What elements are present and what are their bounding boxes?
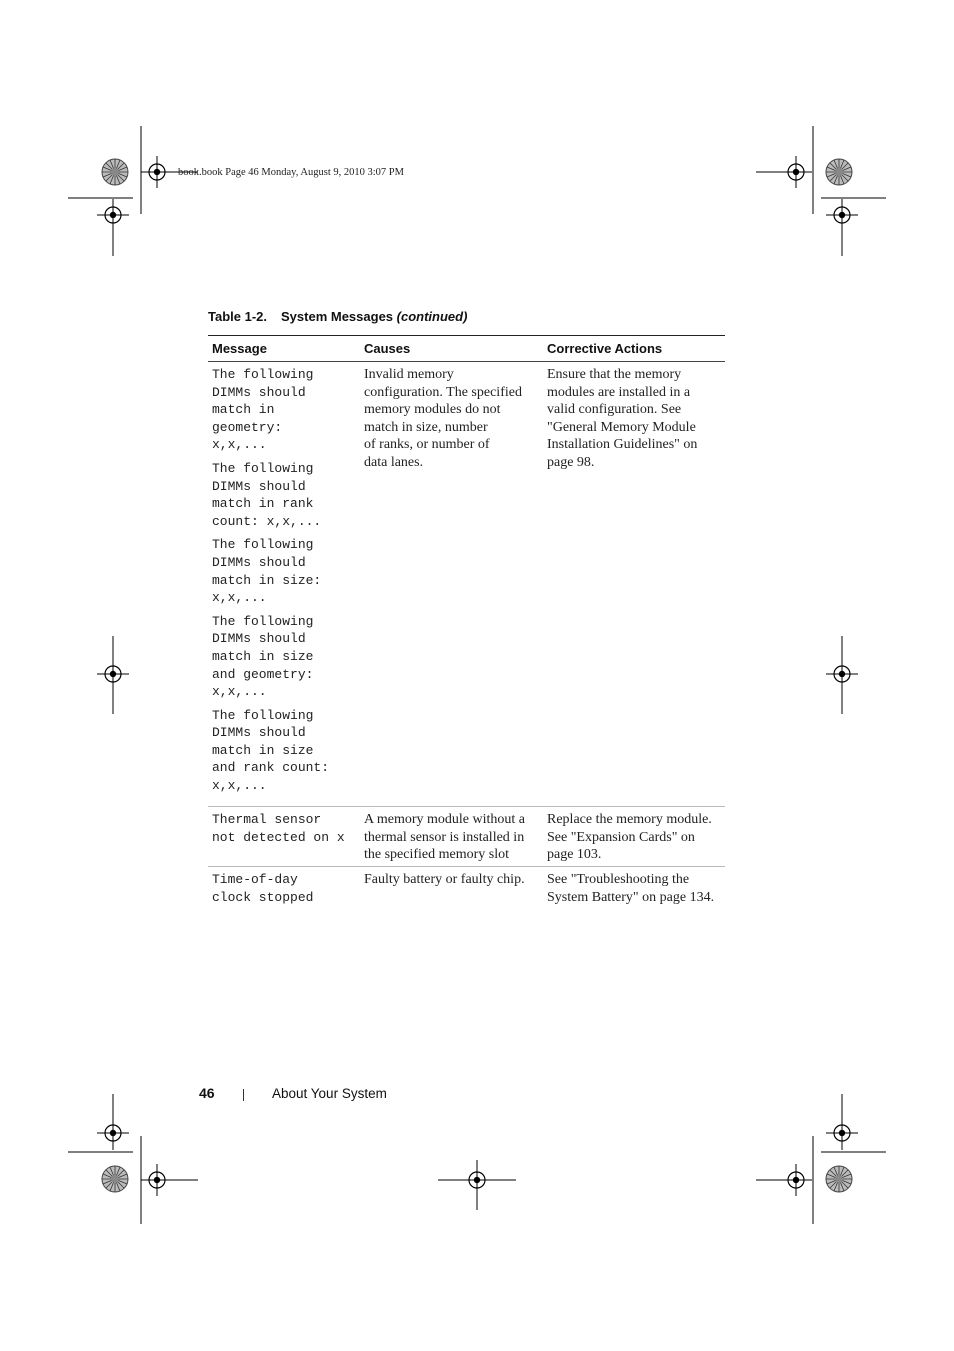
column-header-actions: Corrective Actions	[547, 341, 663, 356]
footer-section-title: About Your System	[272, 1086, 387, 1101]
message-text: The following DIMMs should match in size and geometry: x,x,...	[212, 613, 314, 700]
message-text: The following DIMMs should match in size: x,x,...	[212, 537, 322, 606]
table-row	[208, 807, 725, 866]
system-messages-table	[208, 335, 725, 911]
action-cell: Replace the memory module. See "Expansion Cards" on page 103.	[547, 812, 712, 863]
message-cell: Thermal sensor not detected on x	[212, 812, 345, 845]
print-slug: book.book Page 46 Monday, August 9, 2010 3:07 PM	[178, 167, 404, 178]
message-cell: Time-of-day clock stopped	[212, 872, 314, 905]
cause-cell: Invalid memory configuration. The specified memory modules do not match in size, number of ranks, or number of data lanes.	[364, 367, 522, 470]
page-number: 46	[199, 1085, 215, 1101]
cause-cell: Faulty battery or faulty chip.	[364, 872, 525, 887]
column-header-message: Message	[212, 341, 267, 356]
message-text: The following DIMMs should match in rank count: x,x,...	[212, 460, 322, 529]
table-row	[208, 362, 725, 806]
message-text: The following DIMMs should match in size and rank count: x,x,...	[212, 707, 330, 794]
table-header-row	[208, 336, 725, 361]
caption-continued: (continued)	[396, 309, 468, 324]
action-cell: Ensure that the memory modules are installed in a valid configuration. See "General Memory Module Installation Guidelines" on page 98.	[547, 367, 698, 470]
message-text: The following DIMMs should match in geometry: x,x,...	[212, 367, 314, 453]
column-header-causes: Causes	[364, 341, 411, 356]
cause-cell: A memory module without a thermal sensor is installed in the specified memory slot	[364, 812, 525, 863]
caption-title: System Messages	[281, 309, 394, 324]
table-row	[208, 867, 725, 911]
message-cell	[208, 366, 360, 806]
caption-label: Table 1-2.	[208, 309, 268, 324]
action-cell: See "Troubleshooting the System Battery" on page 134.	[547, 872, 715, 905]
table-caption	[208, 309, 467, 324]
footer-separator	[243, 1089, 244, 1101]
